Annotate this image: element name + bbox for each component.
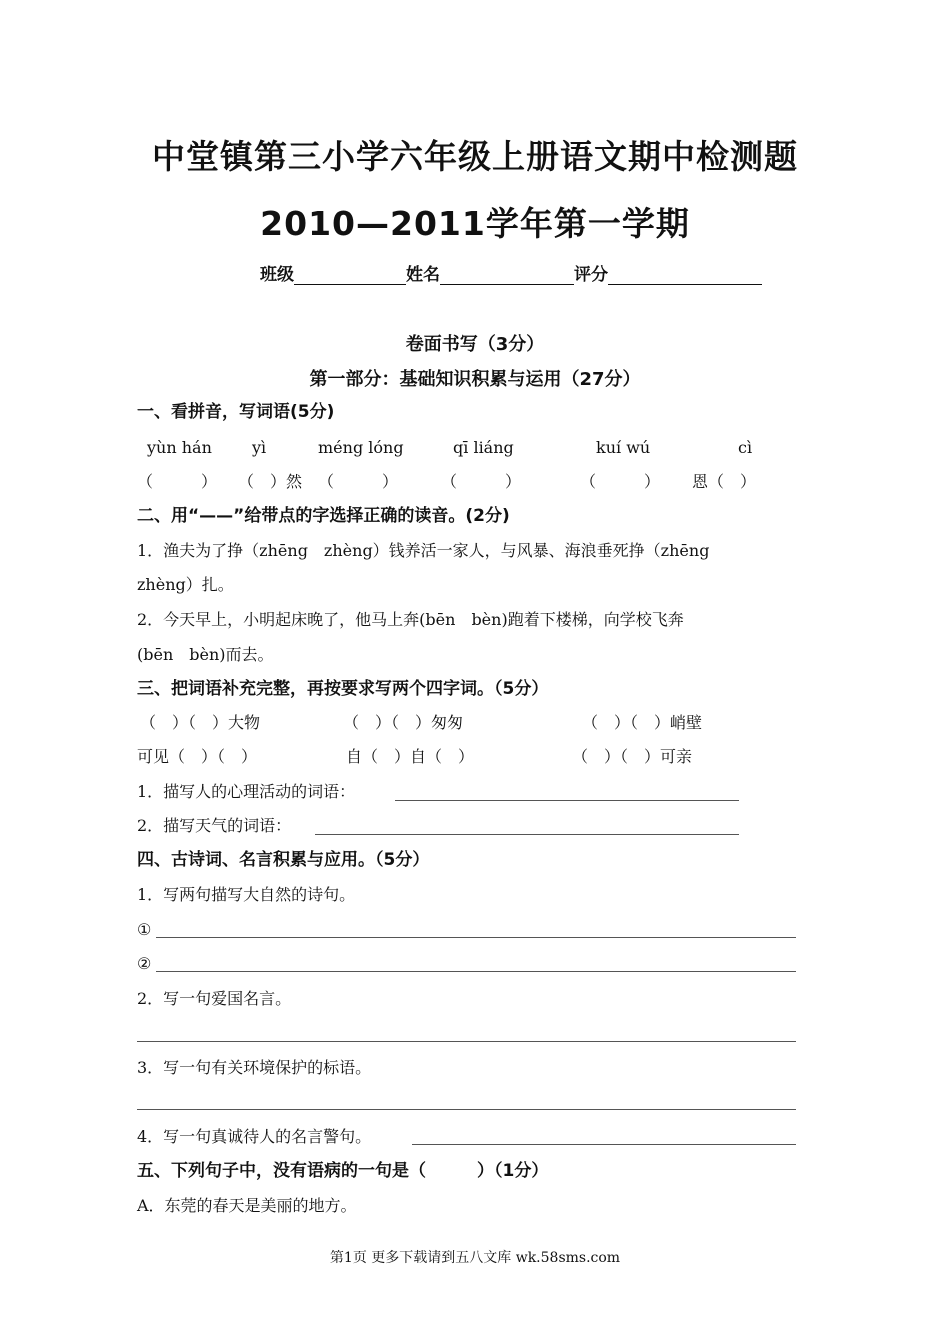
exam-subtitle: 2010—2011学年第一学期 (260, 204, 690, 243)
q3-answer-2-line[interactable] (315, 834, 739, 835)
class-field[interactable] (294, 264, 406, 285)
idiom-4[interactable]: 可见（ ）（ ） (137, 747, 258, 766)
q3-answer-1-line[interactable] (395, 800, 739, 801)
q2-sentence-2b: (bēn bèn)而去。 (137, 645, 274, 664)
blank-2[interactable]: （ ）然 (238, 472, 303, 491)
class-label: 班级 (260, 265, 294, 285)
q2-sentence-1a: 1．渔夫为了挣（zhēng zhèng）钱养活一家人，与风暴、海浪垂死挣（zhēng (137, 541, 710, 560)
blank-3[interactable]: （ ） (318, 472, 399, 491)
q4-mark-2: ② (137, 954, 152, 973)
idiom-3[interactable]: （ ）（ ）峭壁 (582, 713, 703, 732)
pinyin-6: cì (738, 438, 753, 457)
blank-1[interactable]: （ ） (137, 472, 218, 491)
q5-heading: 五、下列句子中，没有语病的一句是（ ）（1分） (137, 1161, 549, 1181)
q3-answer-1-label: 1．描写人的心理活动的词语： (137, 782, 356, 801)
pinyin-5: kuí wú (596, 438, 651, 457)
blank-6[interactable]: 恩（ ） (692, 472, 757, 491)
idiom-2[interactable]: （ ）（ ）匆匆 (343, 713, 464, 732)
handwriting-heading: 卷面书写（3分） (405, 334, 545, 355)
part1-heading: 第一部分：基础知识积累与运用（27分） (309, 369, 641, 390)
name-field[interactable] (440, 264, 574, 285)
q1-heading: 一、看拼音，写词语(5分) (137, 402, 335, 422)
score-field[interactable] (608, 264, 762, 285)
q4-prompt-4: 4．写一句真诚待人的名言警句。 (137, 1127, 372, 1146)
q4-heading: 四、古诗词、名言积累与应用。（5分） (137, 850, 430, 870)
name-label: 姓名 (406, 265, 440, 285)
q4-answer-3-line[interactable] (137, 1041, 796, 1042)
q4-answer-2-line[interactable] (156, 971, 796, 972)
q2-sentence-1b: zhèng）扎。 (137, 575, 234, 594)
blank-5[interactable]: （ ） (580, 472, 661, 491)
pinyin-3: méng lóng (318, 438, 404, 457)
q4-answer-5-line[interactable] (412, 1144, 796, 1145)
score-label: 评分 (574, 265, 608, 285)
q2-heading: 二、用“——”给带点的字选择正确的读音。(2分) (137, 506, 510, 526)
idiom-1[interactable]: （ ）（ ）大物 (140, 713, 261, 732)
q4-answer-4-line[interactable] (137, 1109, 796, 1110)
student-info-row (260, 260, 762, 285)
q3-heading: 三、把词语补充完整，再按要求写两个四字词。（5分） (137, 679, 549, 699)
q4-answer-1-line[interactable] (156, 937, 796, 938)
pinyin-4: qī liáng (453, 438, 514, 457)
page-footer: 第1页 更多下载请到五八文库 wk.58sms.com (329, 1250, 621, 1266)
q4-prompt-2: 2．写一句爱国名言。 (137, 989, 292, 1008)
exam-title: 中堂镇第三小学六年级上册语文期中检测题 (152, 137, 798, 176)
pinyin-1: yùn hán (147, 438, 212, 457)
q4-mark-1: ① (137, 920, 152, 939)
q4-prompt-1: 1．写两句描写大自然的诗句。 (137, 885, 356, 904)
q2-sentence-2a: 2．今天早上，小明起床晚了，他马上奔(bēn bèn)跑着下楼梯，向学校飞奔 (137, 610, 684, 629)
blank-4[interactable]: （ ） (441, 472, 522, 491)
idiom-5[interactable]: 自（ ）自（ ） (346, 747, 475, 766)
q3-answer-2-label: 2．描写天气的词语： (137, 816, 292, 835)
pinyin-2: yì (252, 438, 267, 457)
q4-prompt-3: 3．写一句有关环境保护的标语。 (137, 1058, 372, 1077)
idiom-6[interactable]: （ ）（ ）可亲 (572, 747, 693, 766)
q5-option-a: A．东莞的春天是美丽的地方。 (137, 1196, 357, 1215)
